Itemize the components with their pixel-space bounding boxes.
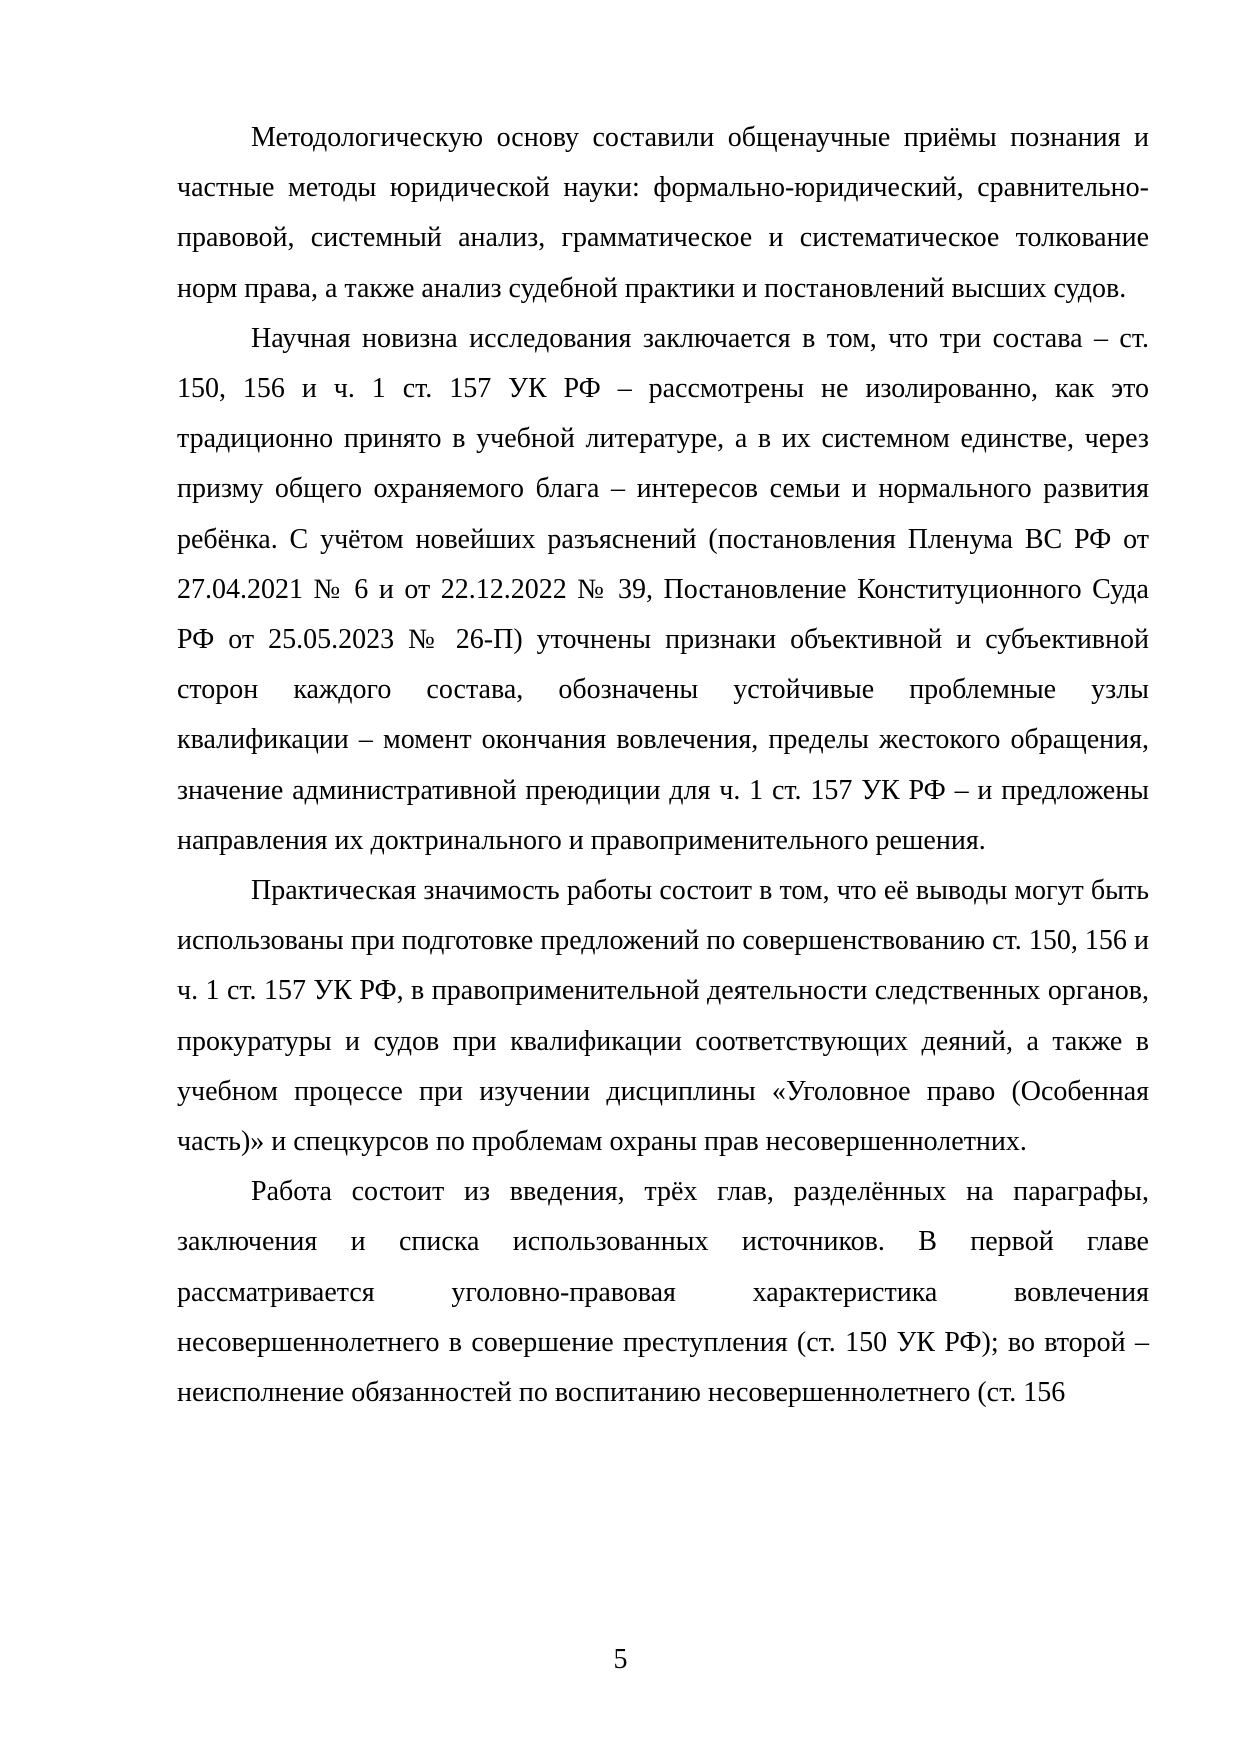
paragraph-scientific-novelty: Научная новизна исследования заключается в том, что три состава – ст. 150, 156 и ч. 1 ст. 157 УК РФ – рассмотрены не изолированно, как это традиционно принято в учебной литературе, а в их системном единстве, через призму общего охраняемого блага – интересов семьи и нормального развития ребёнка. С учётом новейших разъяснений (постановления Пленума ВС РФ от 27.04.2021 № 6 и от 22.12.2022 № 39, Постановление Конституционного Суда РФ от 25.05.2023 № 26-П) уточнены признаки объективной и субъективной сторон каждого состава, обозначены устойчивые проблемные узлы квалификации – момент окончания вовлечения, пределы жестокого обращения, значение административной преюдиции для ч. 1 ст. 157 УК РФ – и предложены направления их доктринального и правоприменительного решения. — [177, 322, 1149, 856]
paragraph-work-structure: Работа состоит из введения, трёх глав, разделённых на параграфы, заключения и списка использованных источников. В первой главе рассматривается уголовно-правовая характеристика вовлечения несовершеннолетнего в совершение преступления (ст. 150 УК РФ); во второй – неисполнение обязанностей по воспитанию несовершеннолетнего (ст. 156 — [177, 1176, 1149, 1409]
page-number: 5 — [613, 1644, 628, 1675]
paragraph-practical-significance: Практическая значимость работы состоит в том, что её выводы могут быть использованы при подготовке предложений по совершенствованию ст. 150, 156 и ч. 1 ст. 157 УК РФ, в правоприменительной деятельности следственных органов, прокуратуры и судов при квалификации соответствующих деяний, а также в учебном процессе при изучении дисциплины «Уголовное право (Особенная часть)» и спецкурсов по проблемам охраны прав несовершеннолетних. — [177, 875, 1149, 1158]
document-page — [177, 113, 1149, 1418]
paragraph-methodology: Методологическую основу составили общенаучные приёмы познания и частные методы юридической науки: формально-юридический, сравнительно-правовой, системный анализ, грамматическое и систематическое толкование норм права, а также анализ судебной практики и постановлений высших судов. — [177, 122, 1149, 304]
